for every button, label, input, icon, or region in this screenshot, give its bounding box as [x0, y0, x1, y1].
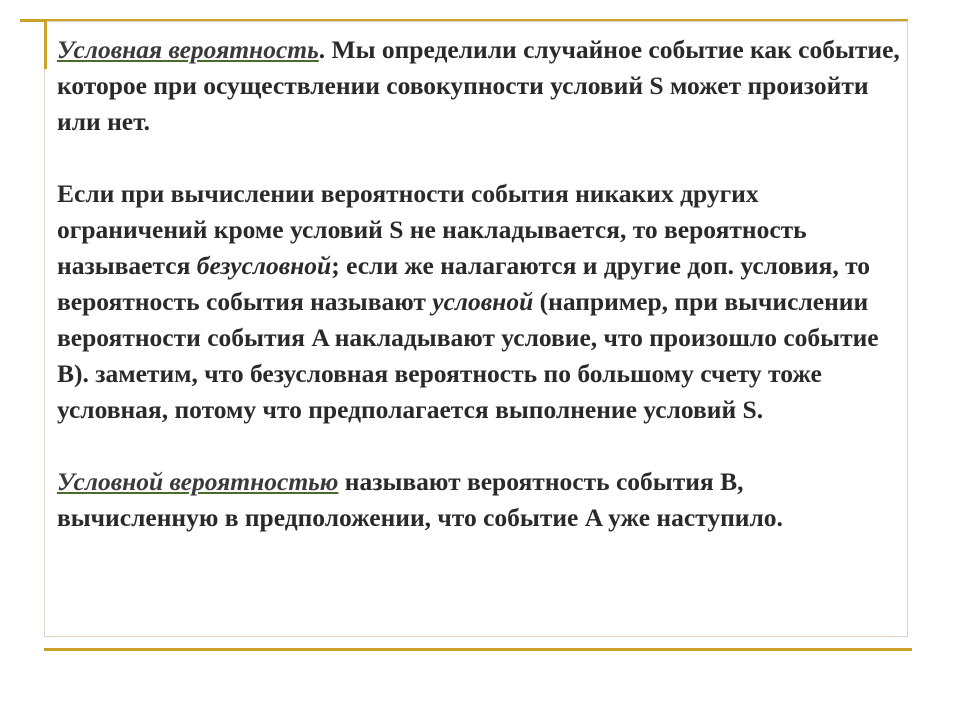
paragraph-2-part-2: ; если же налагаются и другие доп. условия, то вероятность события называют — [57, 251, 871, 316]
paragraph-spacer — [57, 140, 905, 176]
bottom-accent-line — [44, 648, 912, 651]
emphasis-unconditional: безусловной — [196, 251, 332, 280]
paragraph-1-text: . Мы определили случайное событие как событие, которое при осуществлении совокупности условий S может произойти или нет. — [57, 35, 900, 136]
paragraph-3-text: называют вероятность события B, вычисленную в предположении, что событие A уже наступило. — [57, 467, 783, 532]
paragraph-2-part-3: (например, при вычислении вероятности события A накладывают условие, что произошло событие B). заметим, что безусловная вероятность по большому счету тоже условная, потому что предполагается выполнение условий S. — [57, 287, 879, 424]
slide-body — [57, 32, 905, 536]
term-conditional-probability: Условная вероятность — [57, 35, 319, 64]
emphasis-conditional: условной — [432, 287, 534, 316]
definition-paragraph-2 — [57, 464, 905, 536]
left-accent-line — [44, 21, 47, 69]
definition-paragraph-1 — [57, 32, 905, 140]
term-conditional-probability-instr: Условной вероятностью — [57, 467, 339, 496]
paragraph-spacer — [57, 428, 905, 464]
explanation-paragraph — [57, 176, 905, 428]
paragraph-2-part-1: Если при вычислении вероятности события никаких других ограничений кроме условий S не накладывается, то вероятность называется — [57, 179, 807, 280]
